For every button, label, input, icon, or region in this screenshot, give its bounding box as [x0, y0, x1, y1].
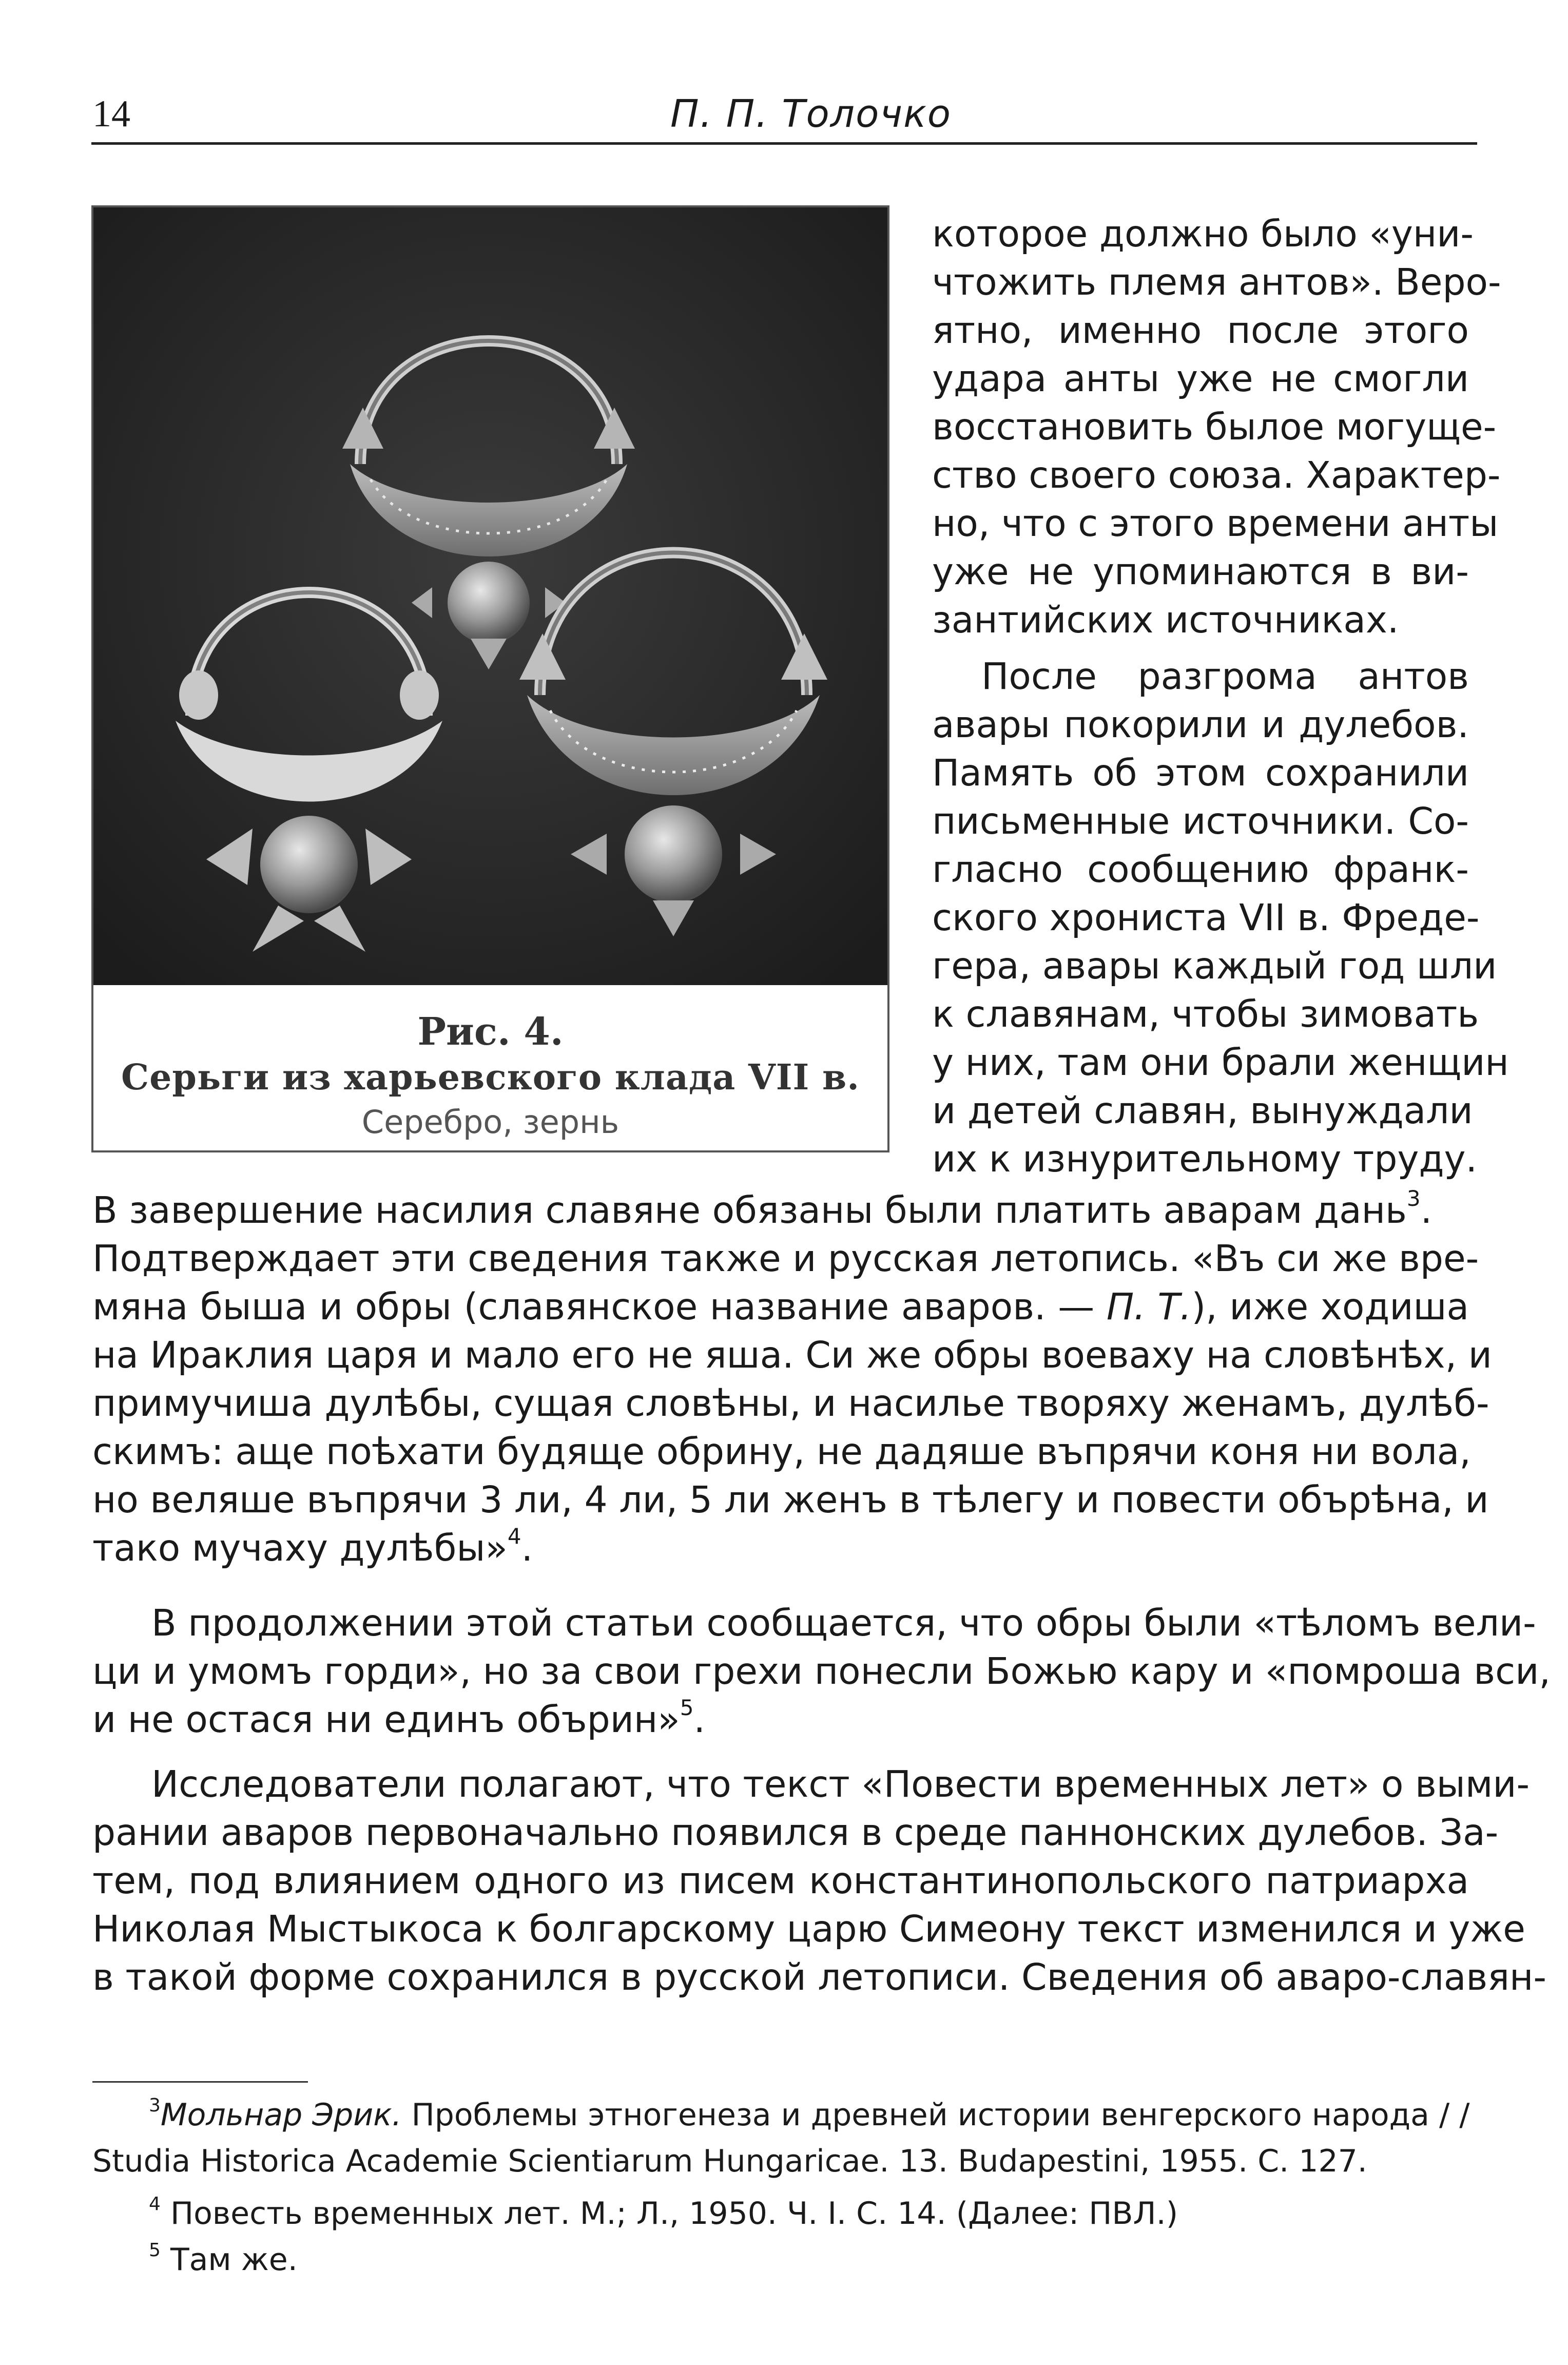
text-line: мяна быша и обры (славянское название аваров. — П. Т.), иже ходиша — [92, 1285, 1469, 1328]
text-line: тако мучаху дулѣбы»$^4$. — [92, 1524, 533, 1569]
column-line: зантийских источниках. — [932, 599, 1399, 641]
column-line: гера, авары каждый год шли — [932, 945, 1497, 987]
text-line: тем, под влиянием одного из писем константинопольского патриарха — [92, 1859, 1469, 1902]
figure-4 — [91, 205, 889, 1152]
text-line: Подтверждает эти сведения также и русская летопись. «Въ си же вре- — [92, 1237, 1479, 1280]
text-line: примучиша дулѣбы, сущая словѣны, и насилье творяху женамъ, дулѣб- — [92, 1382, 1489, 1425]
footnote-3: $^3$Мольнар Эрик. Проблемы этногенеза и древней истории венгерского народа / / — [149, 2095, 1470, 2133]
footnote-4: $^4$ Повесть временных лет. М.; Л., 1950. Ч. I. С. 14. (Далее: ПВЛ.) — [149, 2194, 1178, 2232]
text-line: В продолжении этой статьи сообщается, что обры были «тѣломъ вели- — [151, 1602, 1536, 1644]
figure-title: Серьги из харьевского клада VII в. — [121, 1057, 860, 1098]
text-line: В завершение насилия славяне обязаны были платить аварам дань$^3$. — [92, 1186, 1433, 1232]
column-line: восстановить былое могуще- — [932, 406, 1497, 448]
column-line: но, что с этого времени анты — [932, 502, 1499, 545]
text-line: Исследователи полагают, что текст «Повести временных лет» о выми- — [151, 1763, 1530, 1805]
page-number: 14 — [92, 93, 130, 135]
footnote-3-cont: Studia Historica Academie Scientiarum Hungaricae. 13. Budapestini, 1955. С. 127. — [92, 2143, 1367, 2179]
column-line: у них, там они брали женщин — [932, 1041, 1509, 1084]
column-line: их к изнурительному труду. — [932, 1138, 1478, 1180]
text-line: но веляше въпрячи 3 ли, 4 ли, 5 ли женъ в тѣлегу и повести обърѣна, и — [92, 1478, 1489, 1521]
text-line: Николая Мыстыкоса к болгарскому царю Симеону текст изменился и уже — [92, 1908, 1525, 1950]
column-line: и детей славян, вынуждали — [932, 1089, 1473, 1132]
column-line: которое должно было «уни- — [932, 213, 1474, 255]
column-line: чтожить племя антов». Веро- — [932, 261, 1501, 303]
column-line: письменные источники. Со- — [932, 800, 1469, 842]
header-rule — [91, 142, 1477, 145]
column-line: авары покорили и дулебов. — [932, 703, 1469, 746]
figure-caption — [93, 985, 887, 1150]
text-line: ци и умомъ горди», но за свои грехи понесли Божью кару и «помроша вси, — [92, 1650, 1551, 1693]
column-line: удара анты уже не смогли — [932, 357, 1469, 400]
running-title: П. П. Толочко — [670, 92, 952, 136]
figure-label: Рис. 4. — [417, 1010, 564, 1054]
footnote-rule — [92, 2081, 308, 2083]
earrings-photo — [93, 207, 887, 985]
text-line: на Ираклия царя и мало его не яша. Си же обры воеваху на словѣнѣх, и — [92, 1334, 1492, 1376]
column-line: ского хрониста VII в. Фреде- — [932, 896, 1480, 939]
column-line: уже не упоминаются в ви- — [932, 550, 1469, 593]
footnote-5: $^5$ Там же. — [149, 2240, 298, 2278]
text-line: и не остася ни единъ обърин»$^5$. — [92, 1695, 706, 1741]
figure-material: Серебро, зернь — [361, 1103, 620, 1141]
column-line: После разгрома антов — [981, 655, 1469, 698]
column-line: гласно сообщению франк- — [932, 848, 1469, 891]
column-line: к славянам, чтобы зимовать — [932, 993, 1479, 1035]
column-line: Память об этом сохранили — [932, 752, 1469, 794]
text-line: рании аваров первоначально появился в среде паннонских дулебов. За- — [92, 1811, 1499, 1854]
column-line: ство своего союза. Характер- — [932, 454, 1501, 496]
text-line: в такой форме сохранился в русской летописи. Сведения об аваро-славян- — [92, 1956, 1547, 1998]
column-line: ятно, именно после этого — [932, 309, 1469, 352]
text-line: скимъ: аще поѣхати будяще обрину, не дадяше въпрячи коня ни вола, — [92, 1430, 1471, 1473]
